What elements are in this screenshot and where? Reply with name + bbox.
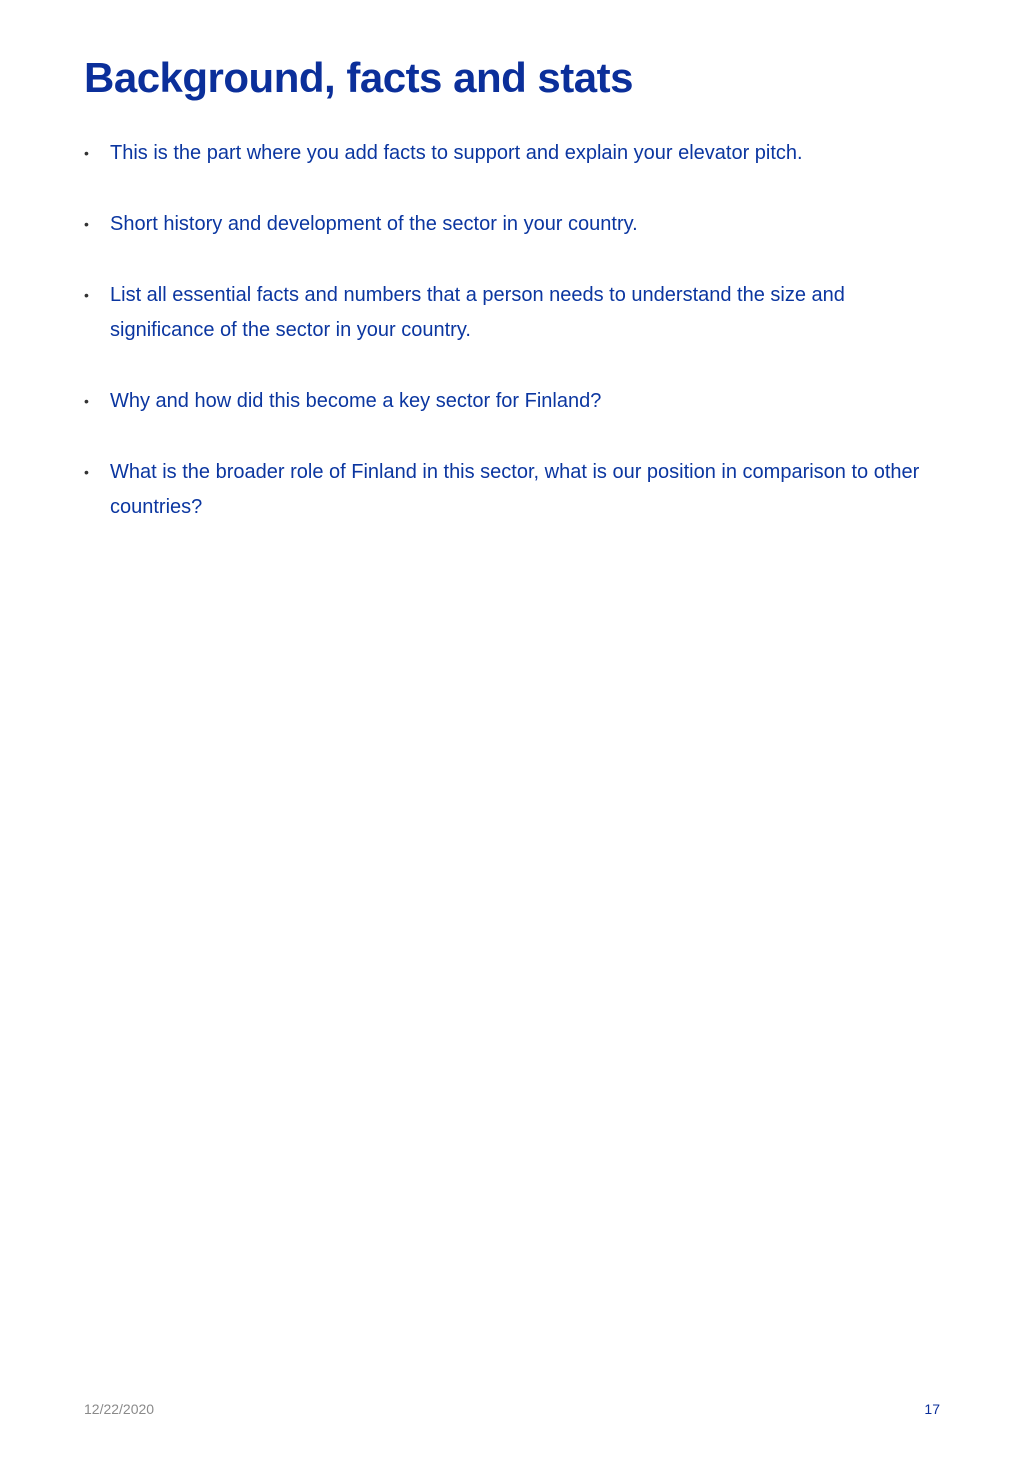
bullet-icon: • — [84, 464, 89, 480]
bullet-text: This is the part where you add facts to support and explain your elevator pitch. — [110, 142, 803, 164]
bullet-icon: • — [84, 287, 89, 303]
bullet-item — [84, 207, 954, 242]
page-title: Background, facts and stats — [84, 54, 633, 101]
bullet-icon: • — [84, 393, 89, 409]
bullet-list — [84, 136, 954, 561]
bullet-item — [84, 455, 954, 525]
bullet-text: List all essential facts and numbers that a person needs to understand the size and significance of the sector in your country. — [110, 284, 845, 341]
bullet-text: Why and how did this become a key sector for Finland? — [110, 390, 602, 412]
bullet-text: Short history and development of the sector in your country. — [110, 213, 638, 235]
bullet-text: What is the broader role of Finland in this sector, what is our position in comparison to other countries? — [110, 461, 920, 518]
bullet-item — [84, 136, 954, 171]
footer-date: 12/22/2020 — [84, 1401, 155, 1417]
page-number: 17 — [924, 1401, 940, 1417]
bullet-icon: • — [84, 216, 89, 232]
bullet-icon: • — [84, 145, 89, 161]
bullet-item — [84, 278, 954, 348]
bullet-item — [84, 384, 954, 419]
